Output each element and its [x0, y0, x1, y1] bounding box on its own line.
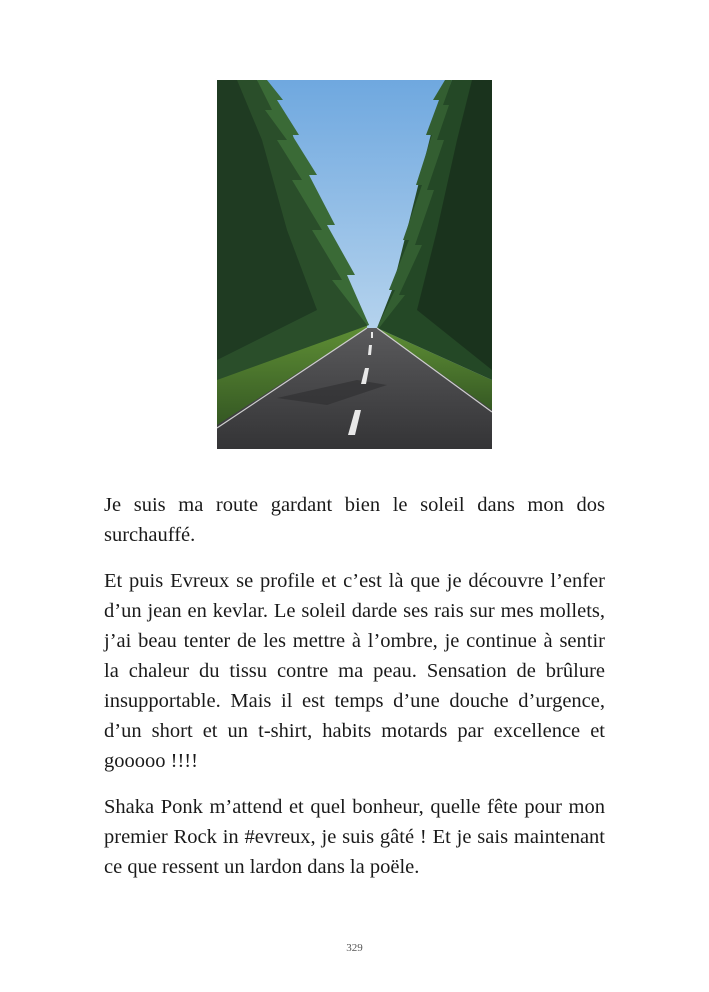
page-number: 329: [346, 942, 363, 954]
lane-marking: [371, 332, 373, 338]
road-forest-illustration: [217, 80, 492, 449]
paragraph: Je suis ma route gardant bien le soleil dans mon dos surchauffé.: [104, 494, 605, 546]
body-text: [104, 490, 605, 898]
road-forest-photo: [217, 80, 492, 449]
paragraph: Shaka Ponk m’attend et quel bonheur, quelle fête pour mon premier Rock in #evreux, je suis gâté ! Et je sais maintenant ce que ressent un lardon dans la poële.: [104, 796, 605, 878]
paragraph: Et puis Evreux se profile et c’est là que je découvre l’enfer d’un jean en kevlar. Le soleil darde ses rais sur mes mollets, j’ai beau tenter de les mettre à l’ombre, je continue à sentir la chaleur du tissu contre ma peau. Sensation de brûlure insupportable. Mais il est temps d’une douche d’urgence, d’un short et un t-shirt, habits motards par excellence et gooooo !!!!: [104, 570, 605, 772]
